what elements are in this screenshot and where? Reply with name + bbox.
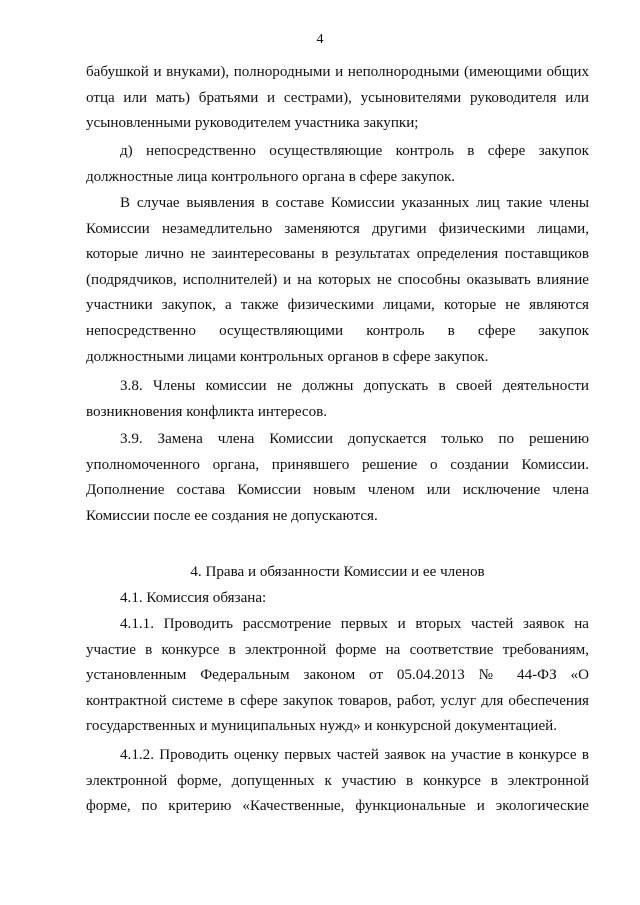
text-line: 3.8. Члены комиссии не должны допускать в своей деятельности	[120, 378, 589, 394]
paragraph-item-d	[86, 139, 589, 190]
text-line: форме, по критерию «Качественные, функциональные и экологические	[86, 798, 589, 815]
paragraph-3-8	[86, 374, 589, 425]
text-line: бабушкой и внуками), полнородными и неполнородными (имеющими общих	[86, 64, 589, 80]
text-line: отца или мать) братьями и сестрами), усыновителями руководителя или	[86, 89, 589, 106]
text-line: 3.9. Замена члена Комиссии допускается только по решению	[120, 431, 589, 447]
text-line: Комиссии после ее создания не допускаются.	[86, 507, 378, 524]
text-line: участники закупок, а также физическими лицами, которые не являются	[86, 297, 589, 314]
text-line: контрактной системе в сфере закупок товаров, работ, услуг для обеспечения	[86, 692, 589, 709]
text-line: усыновленными руководителем участника закупки;	[86, 115, 419, 132]
text-line: участие в конкурсе в электронной форме на соответствие требованиям,	[86, 641, 589, 658]
text-line: уполномоченного органа, принявшего решение о создании Комиссии.	[86, 456, 589, 473]
paragraph-4-1	[86, 586, 589, 612]
text-line: государственных и муниципальных нужд» и конкурсной документацией.	[86, 718, 558, 735]
text-line: непосредственно осуществляющими контроль в сфере закупок	[86, 322, 589, 339]
text-line: электронной форме, допущенных к участию в конкурсе в электронной	[86, 772, 589, 789]
paragraph-4-1-2	[86, 743, 589, 820]
text-line: установленным Федеральным законом от 05.04.2013 № 44-ФЗ «О	[86, 667, 589, 684]
text-line: возникновения конфликта интересов.	[86, 403, 328, 420]
page-number: 4	[316, 32, 324, 47]
text-line: Комиссии незамедлительно заменяются другими физическими лицами,	[86, 220, 589, 237]
paragraph-4-1-1	[86, 612, 589, 740]
text-line: 4.1.1. Проводить рассмотрение первых и вторых частей заявок на	[120, 616, 589, 632]
paragraph-3-9	[86, 427, 589, 529]
text-line: 4.1.2. Проводить оценку первых частей заявок на участие в конкурсе в	[120, 747, 589, 763]
text-line: 4.1. Комиссия обязана:	[120, 590, 267, 606]
text-line: (подрядчиков, исполнителей) и на которых не способны оказывать влияние	[86, 271, 589, 288]
text-line: которые лично не заинтересованы в результатах определения поставщиков	[86, 246, 589, 263]
text-line: Дополнение состава Комиссии новым членом или исключение члена	[86, 482, 589, 499]
section-heading	[86, 560, 589, 586]
section-heading-text: 4. Права и обязанности Комиссии и ее членов	[190, 564, 485, 580]
text-line: В случае выявления в составе Комиссии указанных лиц такие члены	[120, 195, 589, 211]
text-line: должностные лица контрольного органа в сфере закупок.	[86, 168, 456, 185]
text-line: должностными лицами контрольных органов в сфере закупок.	[86, 348, 489, 365]
paragraph-continuation	[86, 60, 589, 137]
text-line: д) непосредственно осуществляющие контроль в сфере закупок	[120, 143, 589, 159]
paragraph-replacement-case	[86, 191, 589, 370]
